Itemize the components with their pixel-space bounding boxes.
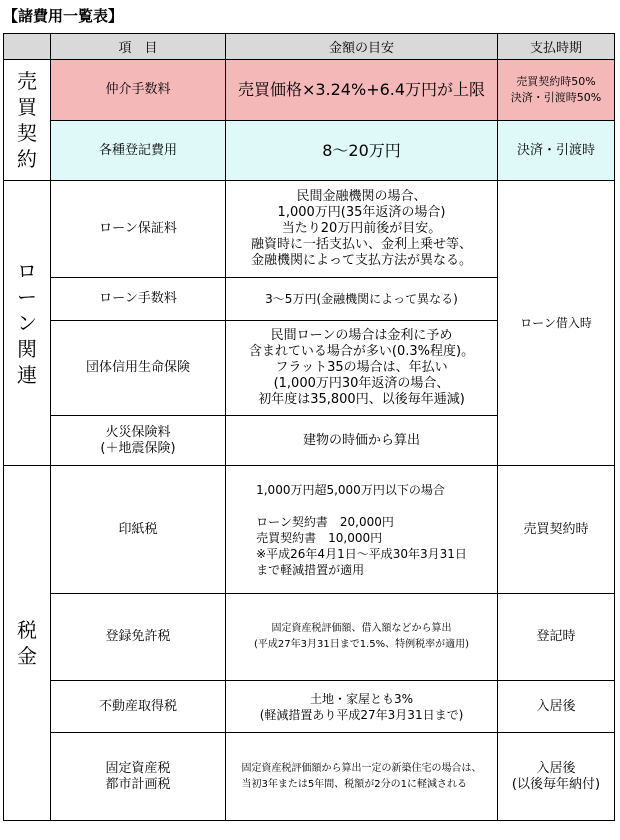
timing-registration-tax: 登記時 <box>498 594 615 681</box>
amount-line: 金融機関によって支払方法が異なる。 <box>250 253 472 268</box>
timing-stamp-tax: 売買契約時 <box>498 466 615 594</box>
amount-acquisition-tax <box>226 681 498 733</box>
timing-line: 売買契約時50% <box>516 75 596 88</box>
amount-line: (軽減措置あり平成27年3月31日まで) <box>259 707 464 722</box>
timing-registration: 決済・引渡時 <box>498 121 615 181</box>
item-group-life: 団体信用生命保険 <box>51 321 226 416</box>
amount-line: ローン契約書 20,000円 <box>256 514 394 529</box>
item-loan-guarantee: ローン保証料 <box>51 181 226 278</box>
fee-table <box>3 33 615 821</box>
amount-line: 売買契約書 10,000円 <box>256 530 383 545</box>
amount-line: 融資時に一括支払い、金利上乗せ等、 <box>250 237 472 252</box>
table-row <box>4 733 615 821</box>
amount-property-tax <box>226 733 498 821</box>
amount-loan-fee: 3〜5万円(金融機関によって異なる) <box>226 278 498 321</box>
category-tax: 税金 <box>4 466 51 821</box>
item-line: 火災保険料 <box>105 424 171 440</box>
amount-group-life <box>226 321 498 416</box>
table-row <box>4 121 615 181</box>
header-timing: 支払時期 <box>498 34 615 60</box>
table-row <box>4 466 615 594</box>
table-row <box>4 181 615 278</box>
table-row <box>4 594 615 681</box>
amount-loan-guarantee <box>226 181 498 278</box>
amount-line: 土地・家屋とも3% <box>309 691 414 706</box>
header-amount: 金額の目安 <box>226 34 498 60</box>
timing-line: 入居後 <box>536 760 576 776</box>
amount-line: 1,000万円(35年返済の場合) <box>277 205 446 220</box>
item-line: 固定資産税 <box>105 760 171 776</box>
item-acquisition-tax: 不動産取得税 <box>51 681 226 733</box>
amount-registration-tax <box>226 594 498 681</box>
item-fire-insurance <box>51 416 226 466</box>
amount-line: 1,000万円超5,000万円以下の場合 <box>256 482 445 497</box>
table-row <box>4 60 615 121</box>
item-stamp-tax: 印紙税 <box>51 466 226 594</box>
amount-fire-insurance: 建物の時価から算出 <box>226 416 498 466</box>
category-sale: 売買契約 <box>4 60 51 181</box>
table-row <box>4 681 615 733</box>
item-line: (＋地震保険) <box>100 440 176 456</box>
amount-line: 含まれている場合が多い(0.3%程度)。 <box>248 344 475 359</box>
amount-line: フラット35の場合は、年払い <box>275 360 448 375</box>
amount-line: 当初3年または5年間、税額が2分の1に軽減される <box>241 778 467 790</box>
amount-line: 民間ローンの場合は金利に予め <box>270 328 453 343</box>
timing-acquisition-tax: 入居後 <box>498 681 615 733</box>
amount-line: 初年度は35,800円、以後毎年逓減) <box>258 392 465 407</box>
item-loan-fee: ローン手数料 <box>51 278 226 321</box>
item-line: 都市計画税 <box>105 776 171 792</box>
amount-line: 固定資産税評価額から算出一定の新築住宅の場合は、 <box>241 762 482 774</box>
timing-line: 決済・引渡時50% <box>510 91 602 104</box>
amount-line: 固定資産税評価額、借入額などから算出 <box>271 623 452 634</box>
amount-line: (平成27年3月31日まで1.5%、特例税率が適用) <box>253 639 470 650</box>
item-property-tax <box>51 733 226 821</box>
amount-line: 民間金融機関の場合、 <box>296 189 427 204</box>
item-brokerage: 仲介手数料 <box>51 60 226 121</box>
item-registration-tax: 登録免許税 <box>51 594 226 681</box>
amount-line: まで軽減措置が適用 <box>256 562 365 577</box>
amount-line: 当たり20万円前後が目安。 <box>281 221 442 236</box>
timing-line: (以後毎年納付) <box>511 776 601 792</box>
timing-property-tax <box>498 733 615 821</box>
amount-brokerage: 売買価格×3.24%+6.4万円が上限 <box>226 60 498 121</box>
header-item: 項 目 <box>51 34 226 60</box>
amount-registration: 8〜20万円 <box>226 121 498 181</box>
timing-brokerage <box>498 60 615 121</box>
category-loan: ローン関連 <box>4 181 51 466</box>
page-title: 【諸費用一覧表】 <box>3 7 124 25</box>
amount-stamp-tax <box>226 466 498 594</box>
item-registration: 各種登記費用 <box>51 121 226 181</box>
timing-loan: ローン借入時 <box>498 181 615 466</box>
header-row <box>4 34 615 60</box>
header-category <box>4 34 51 60</box>
amount-line: ※平成26年4月1日〜平成30年3月31日 <box>256 546 467 561</box>
amount-line: (1,000万円30年返済の場合、 <box>273 376 450 391</box>
